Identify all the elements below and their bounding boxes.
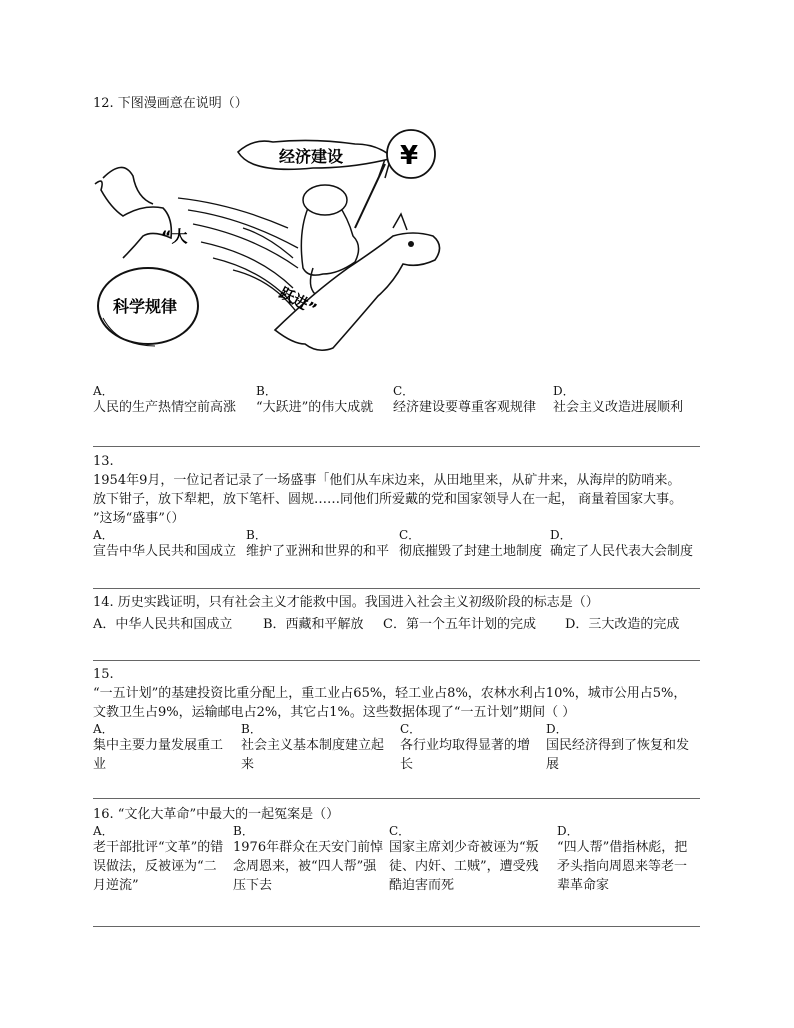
- question-13: [93, 452, 700, 562]
- option-d[interactable]: D．三大改造的完成: [565, 617, 680, 632]
- question-15-number: 15.: [93, 667, 114, 682]
- question-13-number: 13.: [93, 454, 114, 469]
- cartoon-illustration: [93, 118, 449, 366]
- question-12-stem: 12. 下图漫画意在说明（）: [93, 96, 248, 111]
- divider: [93, 926, 700, 927]
- option-c[interactable]: C． 彻底摧毁了封建土地制度: [399, 528, 543, 559]
- option-a[interactable]: A． 老干部批评“文革”的错 误做法，反被诬为“二 月逆流”: [93, 824, 224, 893]
- question-13-stem-line-2: 放下钳子，放下犁耙，放下笔杆、圆规……同他们所爱戴的党和国家领导人在一起， 商量着国家大事。: [93, 492, 683, 507]
- question-16-stem: 16. “文化大革命”中最大的一起冤案是（）: [93, 807, 340, 822]
- rider-head: [303, 185, 347, 215]
- option-d[interactable]: D． 社会主义改造进展顺利: [553, 384, 684, 415]
- question-15-stem-line-2: 文教卫生占9%，运输邮电占2%，其它占1%。这些数据体现了“一五计划”期间（ ）: [93, 705, 576, 720]
- option-d[interactable]: D． 国民经济得到了恢复和发 展: [546, 722, 690, 772]
- option-c[interactable]: C．第一个五年计划的完成: [383, 617, 536, 632]
- yuan-symbol: ¥: [400, 141, 419, 171]
- option-b[interactable]: B． 社会主义基本制度建立起 来: [241, 722, 385, 772]
- option-a[interactable]: A． 人民的生产热情空前高涨: [93, 384, 237, 415]
- horse-eye: [408, 241, 414, 247]
- question-13-stem-line-1: 1954年9月，一位记者记录了一场盛事「他们从车床边来，从田地里来，从矿井来，从海岸的防哨来。: [93, 473, 681, 488]
- option-b[interactable]: B． “大跃进”的伟大成就: [256, 384, 374, 415]
- option-a[interactable]: A．中华人民共和国成立: [93, 617, 233, 632]
- question-15-stem-line-1: “一五计划”的基建投资比重分配上，重工业占65%，轻工业占8%，农林水利占10%，城市公用占5%，: [93, 686, 687, 701]
- question-14: [93, 593, 700, 637]
- label-big: “大: [161, 227, 188, 246]
- option-b[interactable]: B． 维护了亚洲和世界的和平: [246, 528, 390, 559]
- option-a[interactable]: A． 集中主要力量发展重工 业: [93, 722, 224, 772]
- question-15: [93, 665, 700, 774]
- ribbon-shape: [95, 181, 171, 258]
- option-c[interactable]: C． 各行业均取得显著的增 长: [400, 722, 531, 772]
- label-economy: 经济建设: [279, 147, 344, 166]
- option-a[interactable]: A． 宣告中华人民共和国成立: [93, 528, 237, 559]
- option-b[interactable]: B． 1976年群众在天安门前悼 念周恩来，被“四人帮”强 压下去: [233, 824, 384, 893]
- label-leap: 跃进”: [276, 283, 320, 319]
- divider: [93, 798, 700, 799]
- question-16: [93, 805, 700, 900]
- label-science: 科学规律: [113, 297, 178, 316]
- divider: [93, 588, 700, 589]
- question-12: [93, 94, 700, 113]
- divider: [93, 660, 700, 661]
- option-c[interactable]: C． 国家主席刘少奇被诬为“叛 徒、内奸、工贼”，遭受残 酷迫害而死: [389, 824, 539, 893]
- question-13-stem-line-3: ”这场“盛事”（）: [93, 511, 185, 526]
- option-d[interactable]: D． 确定了人民代表大会制度: [550, 528, 694, 559]
- option-d[interactable]: D． “四人帮”借指林彪，把 矛头指向周恩来等老一 辈革命家: [557, 824, 688, 893]
- horse-ear: [393, 214, 407, 230]
- question-12-options: [93, 384, 700, 418]
- option-c[interactable]: C． 经济建设要尊重客观规律: [393, 384, 537, 415]
- option-b[interactable]: B．西藏和平解放: [263, 617, 364, 632]
- ribbon-tail: [103, 167, 153, 204]
- question-14-stem: 14. 历史实践证明，只有社会主义才能救中国。我国进入社会主义初级阶段的标志是（）: [93, 595, 599, 610]
- divider: [93, 446, 700, 447]
